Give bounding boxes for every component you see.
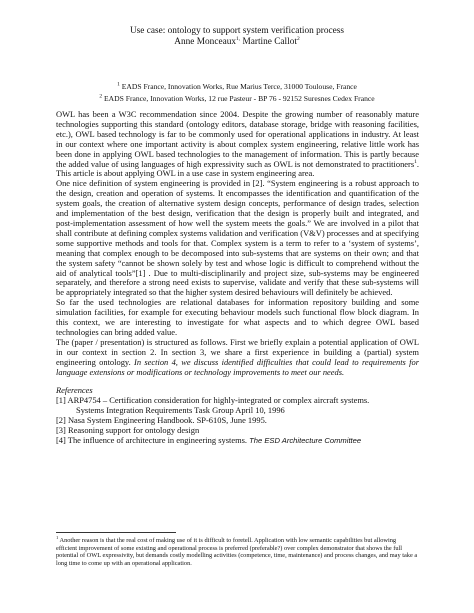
affiliation-1-text: EADS France, Innovation Works, Rue Marius Terce, 31000 Toulouse, France <box>121 82 357 91</box>
paragraph-1 <box>56 110 419 179</box>
footnote-ref: 1 <box>414 158 417 165</box>
paper-authors <box>0 37 474 48</box>
paragraph-1-text-b: . This article is about applying OWL in a use case in system engineering area. <box>56 158 419 179</box>
author-2-sup: 2 <box>296 35 300 42</box>
author-1-sup: 1, <box>236 35 241 42</box>
paper-title: Use case: ontology to support system verification process <box>129 26 345 36</box>
footnote-num: 1 <box>56 534 59 540</box>
reference-1: [1] ARP4754 – Certification consideration for highly-integrated or complex aircraft systems. <box>56 395 370 406</box>
author-2: Martine Callot <box>242 37 297 47</box>
affiliation-1 <box>0 82 474 91</box>
reference-4-text: [4] The influence of architecture in engineering systems. <box>56 435 248 445</box>
paragraph-3: So far the used technologies are relational databases for information repository building and some simulation facilities, for example for executing behaviour models such functional flow block diagram. In this context, we are interesting to investigate for what aspects and to which degree OWL based technologies can bring added value. <box>56 297 419 337</box>
paragraph-4-emphasis: In section 4, we discuss identified difficulties that could lead to requirements for language extensions or modifications or technology improvements to meet our needs. <box>56 356 420 377</box>
affiliation-2 <box>0 94 474 103</box>
reference-2: [2] Nasa System Engineering Handbook. SP-610S, June 1995. <box>56 415 267 426</box>
affiliation-2-text: EADS France, Innovation Works, 12 rue Pasteur - BP 76 - 92152 Suresnes Cedex France <box>104 94 375 103</box>
affiliation-1-num: 1 <box>117 81 120 88</box>
references-list <box>56 396 419 446</box>
author-1: Anne Monceaux <box>174 37 236 47</box>
footnote-divider <box>56 532 176 533</box>
reference-4 <box>56 436 419 446</box>
reference-1-continued: Systems Integration Requirements Task Group April 10, 1996 <box>76 405 285 416</box>
paragraph-4 <box>56 338 419 378</box>
paragraph-1-text-a: OWL has been a W3C recommendation since 2004. Despite the growing number of reasonably mature technologies supporting this standard (ontology editors, database storage, bridge with reasoning facilities, etc.), OWL based technology is far to be commonly used for operational applications in industry. At least in our context where one important activity is about complex system engineering, relative little work has been done in applying OWL based technologies to the management of information. This is partly because the added value of using languages of high expressivity such as OWL is not demonstrated to practitioners <box>56 109 419 169</box>
paragraph-4-text-a: The (paper / presentation) is structured as follows. First we briefly explain a potential application of OWL in our context in section 2. In section 3, we share a first experience in building a (partial) system engineering ontology. <box>56 336 419 367</box>
reference-4-suffix: The ESD Architecture Committee <box>249 436 362 445</box>
reference-3: [3] Reasoning support for ontology design <box>56 425 200 436</box>
paper-header <box>0 26 474 48</box>
paragraph-2: One nice definition of system engineering is provided in [2]. “System engineering is a robust approach to the design, creation and operation of systems. It encompasses the identification and quantification of the system goals, the creation of alternative system design concepts, performance of design trades, selection and implementation of the best design, verification that the design is properly built and integrated, and post-implementation assessment of how well the system meets the goals.” We are involved in a pilot that shall contribute at defining complex systems validation and verification (V&V) processes and at specifying some supportive methods and tools for that. Complex system is a term to refer to a ‘system of systems’, meaning that complex enough to be decomposed into sub-systems that are systems on their own; and that the system safety “cannot be shown solely by test and whose logic is difficult to comprehend without the aid of analytical tools”[1] . Due to multi-disciplinarily and project size, sub-systems may be engineered separately, and therefore a strong need exists to supervise, validate and verify that these sub-systems will be appropriately integrated so that the higher system desired behaviours will definitely be achieved. <box>56 178 419 298</box>
paper-body <box>56 110 419 446</box>
footnote <box>56 534 418 567</box>
affiliation-2-num: 2 <box>99 93 103 100</box>
references-heading: References <box>56 385 93 396</box>
footnote-text: Another reason is that the real cost of making use of it is difficult to foretell. Application with low semantic capabilities but allowing efficient improvement of some existing and operational process is preferred (preferable?) over complex demonstrator that shows the full potential of OWL expressivity, but demands costly modelling activities (competence, time, maintenance) and process changes, and may take a long time to come up with an operational application. <box>56 537 418 567</box>
